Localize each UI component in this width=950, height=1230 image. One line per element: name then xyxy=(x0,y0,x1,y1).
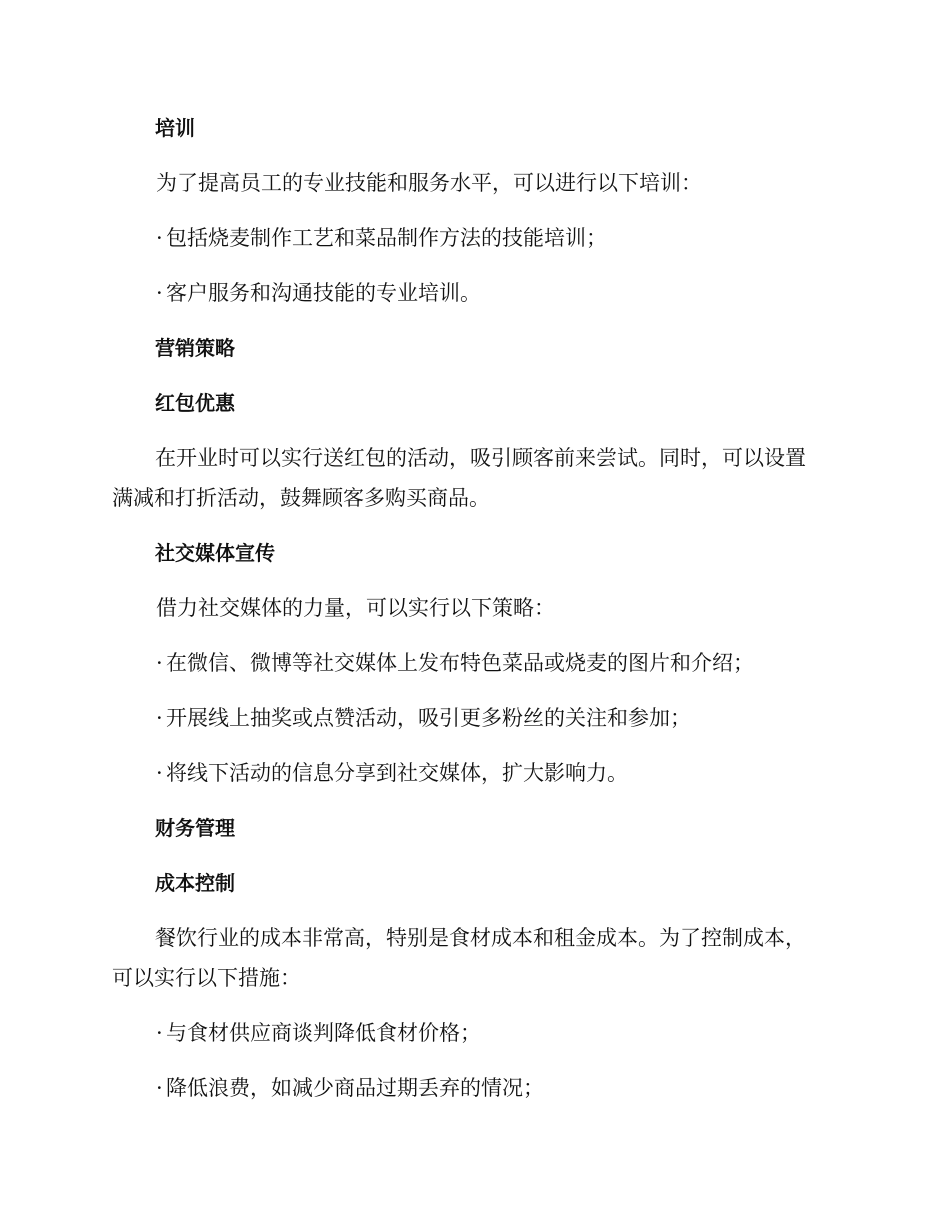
paragraph-line: 满减和打折活动，鼓舞顾客多购买商品。 xyxy=(112,486,490,510)
heading-cost-control: 成本控制 xyxy=(155,871,235,895)
list-item xyxy=(112,698,832,738)
list-item xyxy=(112,643,832,683)
list-item-text: 在微信、微博等社交媒体上发布特色菜品或烧麦的图片和介绍； xyxy=(166,651,754,675)
bullet-marker: · xyxy=(156,1021,163,1045)
document-body xyxy=(112,108,832,1123)
paragraph-training-intro: 为了提高员工的专业技能和服务水平，可以进行以下培训： xyxy=(156,171,702,195)
bullet-marker: · xyxy=(156,1076,163,1100)
bullet-marker: · xyxy=(156,226,163,250)
list-item-text: 将线下活动的信息分享到社交媒体，扩大影响力。 xyxy=(166,761,628,785)
list-item-text: 客户服务和沟通技能的专业培训。 xyxy=(166,281,481,305)
heading-training: 培训 xyxy=(155,116,195,140)
paragraph-line: 可以实行以下措施： xyxy=(112,966,301,990)
heading-finance: 财务管理 xyxy=(155,816,235,840)
bullet-marker: · xyxy=(156,761,163,785)
bullet-marker: · xyxy=(156,651,163,675)
list-item-text: 包括烧麦制作工艺和菜品制作方法的技能培训； xyxy=(166,226,607,250)
list-item xyxy=(112,218,832,258)
paragraph-red-packet xyxy=(112,438,832,518)
paragraph-social-intro: 借力社交媒体的力量，可以实行以下策略： xyxy=(156,596,555,620)
list-item xyxy=(112,1068,832,1108)
list-item-text: 降低浪费，如减少商品过期丢弃的情况； xyxy=(166,1076,544,1100)
list-item-text: 与食材供应商谈判降低食材价格； xyxy=(166,1021,481,1045)
list-item xyxy=(112,1013,832,1053)
list-item xyxy=(112,753,832,793)
list-item-text: 开展线上抽奖或点赞活动，吸引更多粉丝的关注和参加； xyxy=(166,706,691,730)
heading-red-packet: 红包优惠 xyxy=(155,391,235,415)
heading-marketing: 营销策略 xyxy=(155,336,235,360)
paragraph-cost-control xyxy=(112,918,832,998)
list-item xyxy=(112,273,832,313)
heading-social-media: 社交媒体宣传 xyxy=(155,541,275,565)
paragraph-line: 餐饮行业的成本非常高，特别是食材成本和租金成本。为了控制成本， xyxy=(155,926,806,950)
paragraph-line: 在开业时可以实行送红包的活动，吸引顾客前来尝试。同时，可以设置 xyxy=(155,446,806,470)
bullet-marker: · xyxy=(156,281,163,305)
bullet-marker: · xyxy=(156,706,163,730)
